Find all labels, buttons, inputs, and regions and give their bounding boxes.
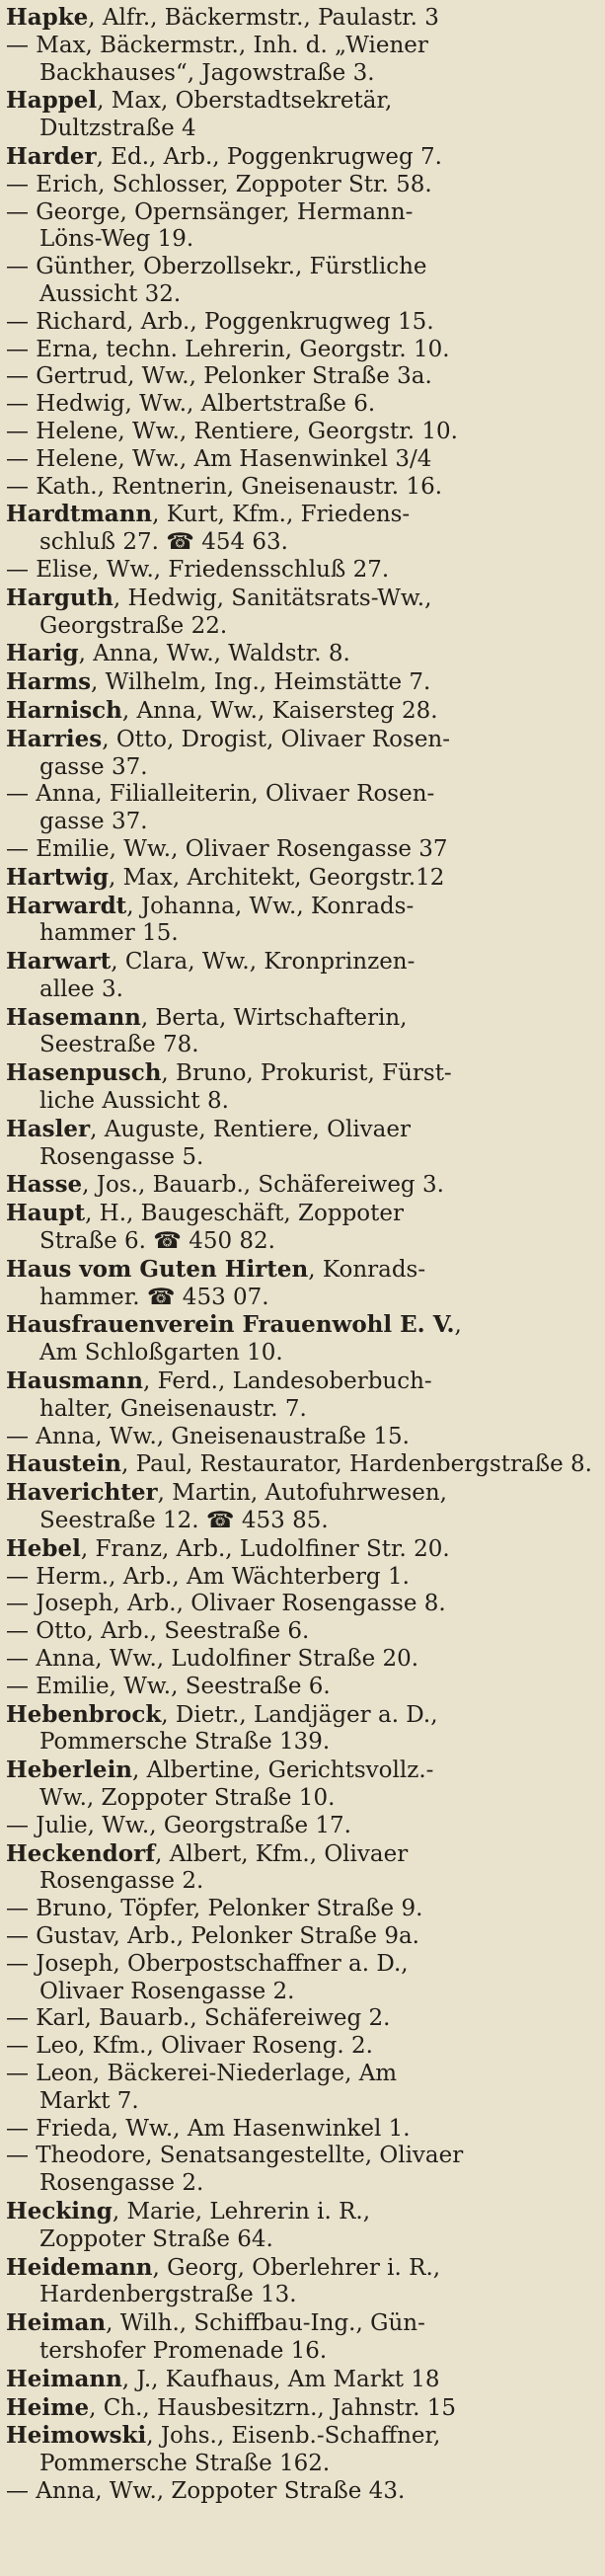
entry-surname: Hapke: [6, 4, 89, 31]
entry-line: Markt 7.: [39, 2087, 139, 2114]
entry-line: Hasler, Auguste, Rentiere, Olivaer: [6, 1115, 411, 1142]
directory-entry: [6, 697, 595, 726]
entry-line: Heberlein, Albertine, Gerichtsvollz.-: [6, 1756, 434, 1784]
directory-entry: [6, 893, 595, 949]
entry-surname: Harnisch: [6, 696, 122, 724]
entry-line: Harries, Otto, Drogist, Olivaer Rosen-: [6, 725, 451, 752]
directory-entry: [6, 2422, 595, 2505]
directory-entry: [6, 501, 595, 584]
entry-line: — Joseph, Arb., Olivaer Rosengasse 8.: [6, 1591, 446, 1617]
entry-line: — Theodore, Senatsangestellte, Olivaer: [6, 2143, 464, 2169]
entry-line: Haus vom Guten Hirten, Konrads-: [6, 1255, 426, 1283]
entry-line: Heimann, J., Kaufhaus, Am Markt 18: [6, 2365, 440, 2392]
entry-surname: Haustein: [6, 1450, 122, 1478]
directory-entry: [6, 2394, 595, 2423]
entry-surname: Heidemann: [6, 2253, 153, 2281]
directory-entry: [6, 640, 595, 668]
entry-line: — Kath., Rentnerin, Gneisenaustr. 16.: [6, 473, 443, 500]
entry-surname: Haverichter: [6, 1479, 158, 1507]
entry-surname: Heime: [6, 2393, 90, 2421]
entry-surname: Heimann: [6, 2365, 122, 2392]
entry-surname: Heckendorf: [6, 1839, 156, 1867]
entry-line: hammer. ☎ 453 07.: [39, 1284, 269, 1310]
directory-entry: [6, 2366, 595, 2394]
directory-entry: [6, 1116, 595, 1172]
entry-line: Heckendorf, Albert, Kfm., Olivaer: [6, 1839, 409, 1867]
entry-line: hammer 15.: [39, 920, 179, 947]
entry-line: — Karl, Bauarb., Schäfereiweg 2.: [6, 2005, 391, 2032]
entry-surname: Hasenpusch: [6, 1059, 162, 1087]
entry-line: — Herm., Arb., Am Wächterberg 1.: [6, 1563, 410, 1590]
entry-line: Harnisch, Anna, Ww., Kaisersteg 28.: [6, 696, 438, 724]
directory-entry: [6, 2254, 595, 2310]
entry-line: Zoppoter Straße 64.: [39, 2225, 273, 2252]
entry-surname: Harries: [6, 725, 103, 752]
entry-surname: Hecking: [6, 2197, 113, 2225]
directory-entry: [6, 1256, 595, 1312]
entry-line: Hasenpusch, Bruno, Prokurist, Fürst-: [6, 1059, 452, 1087]
entry-line: — Gertrud, Ww., Pelonker Straße 3a.: [6, 363, 432, 390]
entry-line: Dultzstraße 4: [39, 116, 196, 142]
entry-line: Straße 6. ☎ 450 82.: [39, 1228, 275, 1255]
entry-line: Löns-Weg 19.: [39, 226, 194, 253]
entry-surname: Haus vom Guten Hirten: [6, 1255, 309, 1283]
entry-surname: Harms: [6, 668, 92, 696]
entry-surname: Harguth: [6, 584, 113, 611]
entry-line: Ww., Zoppoter Straße 10.: [39, 1785, 336, 1811]
entry-surname: Harder: [6, 142, 97, 170]
entry-line: Hecking, Marie, Lehrerin i. R.,: [6, 2197, 371, 2225]
directory-entry: [6, 1059, 595, 1116]
directory-entry: [6, 1479, 595, 1535]
entry-surname: Hasse: [6, 1171, 83, 1199]
directory-entry: [6, 1450, 595, 1479]
directory-entry: [6, 2309, 595, 2366]
entry-line: [6, 4, 595, 33]
entry-line: — Max, Bäckermstr., Inh. d. „Wiener: [6, 32, 428, 58]
entry-line: Happel, Max, Oberstadtsekretär,: [6, 87, 393, 115]
entry-line: allee 3.: [39, 976, 123, 1002]
entry-line: Rosengasse 2.: [39, 1868, 204, 1895]
entry-surname: Hebel: [6, 1534, 81, 1562]
entry-line: — Helene, Ww., Rentiere, Georgstr. 10.: [6, 418, 458, 444]
directory-entry: [6, 1367, 595, 1450]
entry-line: liche Aussicht 8.: [39, 1088, 229, 1115]
entry-line: — Gustav, Arb., Pelonker Straße 9a.: [6, 1922, 419, 1949]
entry-line: — Anna, Ww., Ludolfiner Straße 20.: [6, 1646, 419, 1673]
entry-line: gasse 37.: [39, 809, 148, 835]
entry-surname: Harig: [6, 640, 79, 667]
entry-line: Seestraße 78.: [39, 1032, 199, 1058]
entry-line: Pommersche Straße 139.: [39, 1729, 331, 1756]
directory-entry: [6, 1756, 595, 1839]
directory-entry: [6, 1004, 595, 1060]
entry-line: Hardtmann, Kurt, Kfm., Friedens-: [6, 501, 411, 528]
entry-line: — Helene, Ww., Am Hasenwinkel 3/4: [6, 445, 432, 472]
entry-line: Hasemann, Berta, Wirtschafterin,: [6, 1003, 408, 1031]
entry-line: — Erna, techn. Lehrerin, Georgstr. 10.: [6, 336, 450, 362]
entry-line: — Leo, Kfm., Olivaer Roseng. 2.: [6, 2033, 373, 2060]
directory-entry: [6, 948, 595, 1004]
entry-line: Haupt, H., Baugeschäft, Zoppoter: [6, 1200, 404, 1227]
directory-entry: [6, 864, 595, 893]
entry-line: Seestraße 12. ☎ 453 85.: [39, 1508, 329, 1534]
entry-line: — Elise, Ww., Friedensschluß 27.: [6, 556, 390, 583]
directory-entry: [6, 726, 595, 864]
entry-line: Olivaer Rosengasse 2.: [39, 1978, 295, 2004]
entry-line: Heiman, Wilh., Schiffbau-Ing., Gün-: [6, 2309, 425, 2337]
entry-line: Harig, Anna, Ww., Waldstr. 8.: [6, 640, 350, 667]
entry-line: Rosengasse 5.: [39, 1143, 204, 1170]
entry-surname: Hartwig: [6, 863, 109, 891]
entry-line: — George, Opernsänger, Hermann-: [6, 198, 414, 225]
directory-entry: [6, 4, 595, 87]
entry-surname: Happel: [6, 87, 98, 115]
entry-line: — Anna, Filialleiterin, Olivaer Rosen-: [6, 781, 435, 808]
entry-line: Aussicht 32.: [39, 280, 182, 307]
entry-surname: Hasemann: [6, 1003, 141, 1031]
entry-line: Am Schloßgarten 10.: [39, 1340, 283, 1366]
entry-line: Harguth, Hedwig, Sanitätsrats-Ww.,: [6, 584, 432, 611]
entry-surname: Harwart: [6, 948, 112, 976]
entry-line: schluß 27. ☎ 454 63.: [39, 529, 288, 556]
directory-entry: [6, 1535, 595, 1701]
entry-line: Hardenbergstraße 13.: [39, 2282, 297, 2308]
entry-line: — Hedwig, Ww., Albertstraße 6.: [6, 391, 376, 418]
entry-line: — Frieda, Ww., Am Hasenwinkel 1.: [6, 2115, 411, 2142]
entry-line: Hasse, Jos., Bauarb., Schäfereiweg 3.: [6, 1171, 444, 1199]
entry-line: Georgstraße 22.: [39, 612, 228, 639]
entry-line: — Günther, Oberzollsekr., Fürstliche: [6, 254, 427, 280]
entry-surname: Harwardt: [6, 892, 127, 919]
entry-line: — Anna, Ww., Zoppoter Straße 43.: [6, 2477, 406, 2504]
entry-line: — Anna, Ww., Gneisenaustraße 15.: [6, 1423, 410, 1449]
entry-line: Hausmann, Ferd., Landesoberbuch-: [6, 1367, 432, 1395]
entry-line: Haustein, Paul, Restaurator, Hardenbergstraße 8.: [6, 1450, 592, 1478]
entry-surname: Heimowski: [6, 2422, 147, 2450]
entry-line: — Julie, Ww., Georgstraße 17.: [6, 1812, 351, 1838]
entry-surname: Heberlein: [6, 1756, 133, 1784]
entry-surname: Hardtmann: [6, 501, 153, 528]
directory-entry: [6, 585, 595, 641]
directory-entry: [6, 668, 595, 697]
entry-line: halter, Gneisenaustr. 7.: [39, 1395, 307, 1422]
entry-line: — Otto, Arb., Seestraße 6.: [6, 1618, 310, 1645]
entry-line: gasse 37.: [39, 753, 148, 780]
directory-entry: [6, 1701, 595, 1757]
directory-entry: [6, 1200, 595, 1256]
entry-line: — Emilie, Ww., Seestraße 6.: [6, 1673, 331, 1699]
entry-surname: Hausfrauenverein Frauenwohl E. V.: [6, 1311, 455, 1339]
entry-line: Heime, Ch., Hausbesitzrn., Jahnstr. 15: [6, 2393, 456, 2421]
entry-surname: Hebenbrock: [6, 1700, 162, 1728]
entry-surname: Haupt: [6, 1200, 86, 1227]
entry-surname: Hausmann: [6, 1367, 143, 1395]
directory-entry: [6, 1171, 595, 1200]
entry-text: Hapke, Alfr., Bäckermstr., Paulastr. 3: [6, 4, 439, 31]
entry-line: — Bruno, Töpfer, Pelonker Straße 9.: [6, 1896, 423, 1922]
directory-entry: [6, 1311, 595, 1367]
entry-surname: Heiman: [6, 2309, 107, 2337]
entry-line: — Joseph, Oberpostschaffner a. D.,: [6, 1950, 409, 1977]
entry-line: Harms, Wilhelm, Ing., Heimstätte 7.: [6, 668, 431, 696]
entry-line: Hartwig, Max, Architekt, Georgstr.12: [6, 863, 445, 891]
directory-entry: [6, 2198, 595, 2254]
entry-surname: Hasler: [6, 1115, 91, 1142]
entry-line: Hausfrauenverein Frauenwohl E. V.,: [6, 1311, 462, 1339]
entry-line: — Erich, Schlosser, Zoppoter Str. 58.: [6, 171, 432, 197]
directory-entry: [6, 143, 595, 501]
entry-line: Heidemann, Georg, Oberlehrer i. R.,: [6, 2253, 441, 2281]
entry-line: Hebenbrock, Dietr., Landjäger a. D.,: [6, 1700, 438, 1728]
entry-line: — Richard, Arb., Poggenkrugweg 15.: [6, 308, 434, 335]
entry-line: — Emilie, Ww., Olivaer Rosengasse 37: [6, 835, 448, 862]
entry-line: Haverichter, Martin, Autofuhrwesen,: [6, 1479, 447, 1507]
entry-line: Pommersche Straße 162.: [39, 2451, 331, 2477]
directory-entry: [6, 87, 595, 143]
entry-line: Hebel, Franz, Arb., Ludolfiner Str. 20.: [6, 1534, 450, 1562]
entry-line: — Leon, Bäckerei-Niederlage, Am: [6, 2060, 398, 2086]
entry-line: Backhauses“, Jagowstraße 3.: [39, 59, 375, 86]
directory-entry: [6, 1840, 595, 2198]
entry-line: Harwardt, Johanna, Ww., Konrads-: [6, 892, 415, 919]
entry-line: Rosengasse 2.: [39, 2170, 204, 2197]
entry-line: tershofer Promenade 16.: [39, 2337, 328, 2364]
entry-line: Harder, Ed., Arb., Poggenkrugweg 7.: [6, 142, 442, 170]
entry-line: Harwart, Clara, Ww., Kronprinzen-: [6, 948, 416, 976]
entry-line: Heimowski, Johs., Eisenb.-Schaffner,: [6, 2422, 441, 2450]
